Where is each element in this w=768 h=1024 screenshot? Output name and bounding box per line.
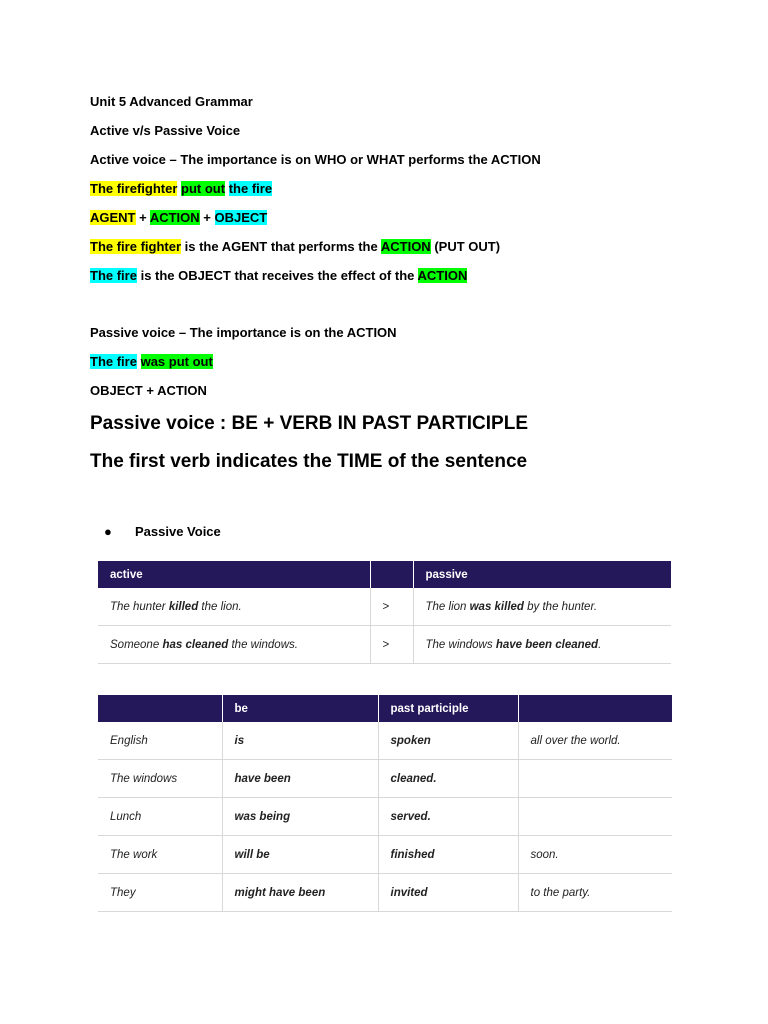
bullet-label: Passive Voice <box>135 524 221 539</box>
table-row <box>98 588 671 626</box>
example-passive <box>90 354 213 370</box>
participle-cell: cleaned. <box>378 760 518 798</box>
formula-plus-1: + <box>135 210 150 225</box>
sentence-part: the windows. <box>228 638 298 651</box>
participle-cell: spoken <box>378 722 518 760</box>
sentence-part: by the hunter. <box>523 600 598 613</box>
object-note-action: ACTION <box>417 268 468 283</box>
agent-note <box>90 239 500 255</box>
sentence-part: The lion <box>425 600 470 613</box>
table-header-row <box>98 695 672 722</box>
passive-intro: Passive voice – The importance is on the ACTION <box>90 325 397 340</box>
passive-sentence <box>413 588 671 626</box>
table-row <box>98 798 672 836</box>
col-passive-header: passive <box>413 561 671 588</box>
participle-cell: finished <box>378 836 518 874</box>
complement-cell <box>518 760 672 798</box>
object-note-subject: The fire <box>90 268 137 283</box>
be-cell: will be <box>222 836 378 874</box>
table-row <box>98 836 672 874</box>
be-cell: is <box>222 722 378 760</box>
be-cell: was being <box>222 798 378 836</box>
subject-cell: The work <box>98 836 222 874</box>
example-object: the fire <box>228 181 273 196</box>
col-be-header: be <box>222 695 378 722</box>
example-active <box>90 181 272 197</box>
agent-note-tail: (PUT OUT) <box>430 239 501 254</box>
col-active-header: active <box>98 561 370 588</box>
agent-note-mid: is the AGENT that performs the <box>181 239 381 254</box>
formula-action: ACTION <box>149 210 200 225</box>
heading-unit: Unit 5 Advanced Grammar <box>90 94 253 109</box>
sentence-part: the lion. <box>198 600 242 613</box>
arrow-cell: > <box>370 588 413 626</box>
table-header-row <box>98 561 671 588</box>
agent-note-action: ACTION <box>380 239 431 254</box>
verb-phrase: has cleaned <box>162 638 229 651</box>
formula-plus-2: + <box>199 210 215 225</box>
subject-cell: They <box>98 874 222 912</box>
bullet-dot-icon: ● <box>104 524 112 539</box>
active-sentence <box>98 626 370 664</box>
arrow-cell: > <box>370 626 413 664</box>
col-arrow-header <box>370 561 413 588</box>
heading-voice: Active v/s Passive Voice <box>90 123 241 138</box>
example-passive-object: The fire <box>90 354 137 369</box>
complement-cell: all over the world. <box>518 722 672 760</box>
subject-cell: The windows <box>98 760 222 798</box>
sentence-part: Someone <box>110 638 163 651</box>
active-sentence <box>98 588 370 626</box>
object-note-mid: is the OBJECT that receives the effect of the <box>136 268 418 283</box>
table-row <box>98 760 672 798</box>
complement-cell <box>518 798 672 836</box>
complement-cell: to the party. <box>518 874 672 912</box>
formula-passive: OBJECT + ACTION <box>90 383 207 398</box>
col-subject-header <box>98 695 222 722</box>
active-passive-table <box>98 561 671 664</box>
subject-cell: English <box>98 722 222 760</box>
agent-note-subject: The fire fighter <box>90 239 182 254</box>
bullet-passive-voice <box>104 524 221 540</box>
be-cell: have been <box>222 760 378 798</box>
table-row <box>98 626 671 664</box>
active-intro: Active voice – The importance is on WHO or WHAT performs the ACTION <box>90 152 541 167</box>
example-agent: The firefighter <box>90 181 178 196</box>
participle-cell: invited <box>378 874 518 912</box>
example-passive-action: was put out <box>140 354 213 369</box>
table-row <box>98 874 672 912</box>
col-complement-header <box>518 695 672 722</box>
rule-heading: Passive voice : BE + VERB IN PAST PARTICIPLE <box>90 413 529 434</box>
verb-phrase: killed <box>168 600 199 613</box>
sentence-part: The hunter <box>110 600 169 613</box>
sentence-part: The windows <box>425 638 496 651</box>
complement-cell: soon. <box>518 836 672 874</box>
formula-agent: AGENT <box>90 210 136 225</box>
subject-cell: Lunch <box>98 798 222 836</box>
passive-structure-table <box>98 695 672 912</box>
verb-phrase: was killed <box>469 600 524 613</box>
example-action: put out <box>181 181 226 196</box>
col-participle-header: past participle <box>378 695 518 722</box>
sentence-part: . <box>598 638 602 651</box>
participle-cell: served. <box>378 798 518 836</box>
formula-object: OBJECT <box>214 210 268 225</box>
formula-active <box>90 210 267 226</box>
table-row <box>98 722 672 760</box>
be-cell: might have been <box>222 874 378 912</box>
passive-sentence <box>413 626 671 664</box>
verb-phrase: have been cleaned <box>495 638 599 651</box>
time-heading: The first verb indicates the TIME of the sentence <box>90 451 528 472</box>
object-note <box>90 268 467 284</box>
